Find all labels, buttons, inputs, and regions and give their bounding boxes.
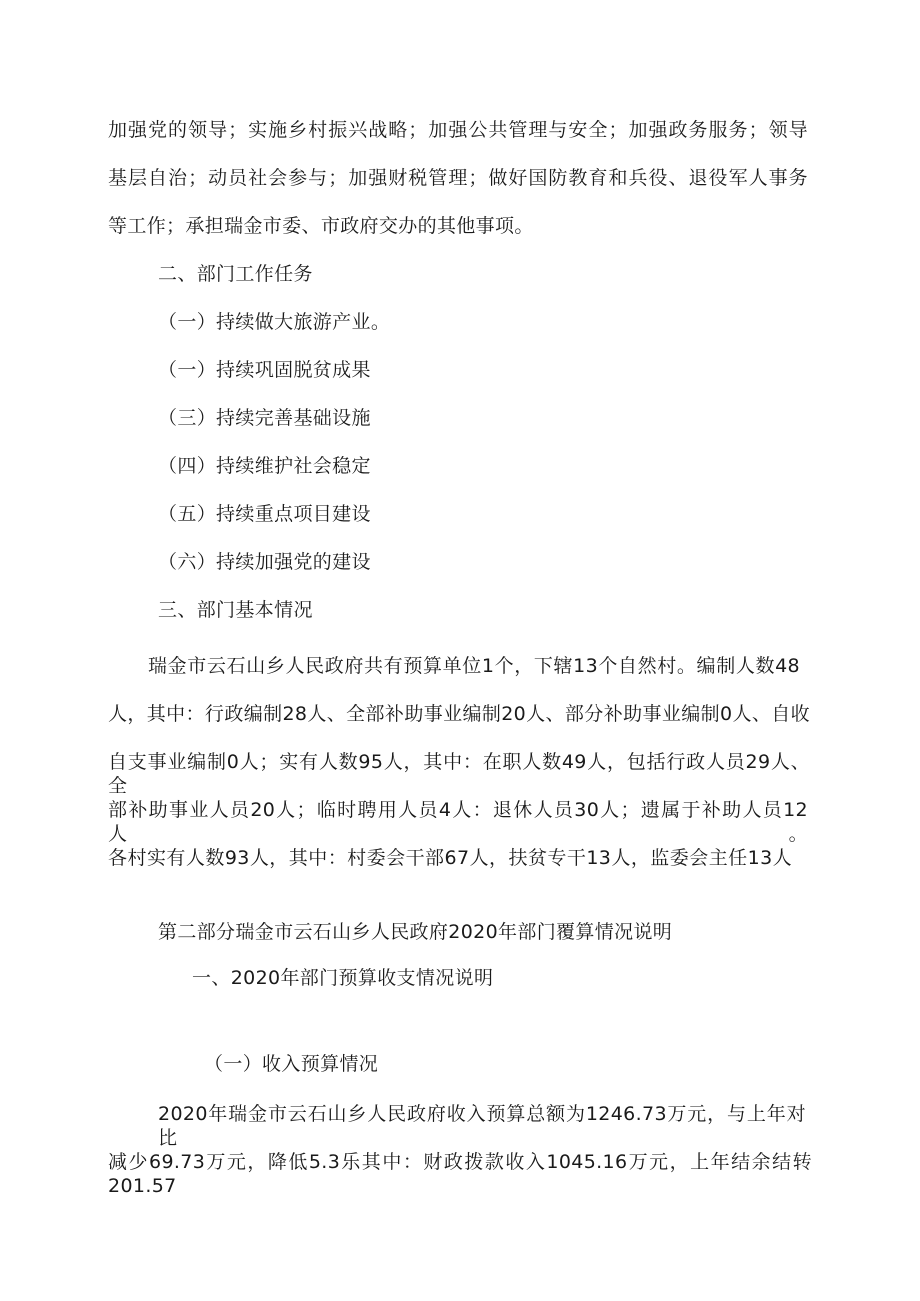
task-item: （一）持续做大旅游产业。 [158,311,391,333]
para3-line-3: 自支事业编制0人；实有人数95人，其中：在职人数49人，包括行政人员29人、全 [108,751,810,797]
income-budget-heading: （一）收入预算情况 [204,1053,379,1075]
task-item: （五）持续重点项目建设 [158,503,371,525]
para3-line-4: 部补助事业人员20人；临时聘用人员4人：退休人员30人；遗属于补助人员12人。 [108,799,808,845]
para1-line-3: 等工作；承担瑞金市委、市政府交办的其他事项。 [108,215,534,237]
para3-line-1: 瑞金市云石山乡人民政府共有预算单位1个，下辖13个自然村。编制人数48 [148,655,800,677]
section-heading-work-tasks: 二、部门工作任务 [158,263,313,285]
task-item: （三）持续完善基础设施 [158,407,371,429]
part2-heading: 第二部分瑞金市云石山乡人民政府2020年部门覆算情况说明 [158,921,673,943]
task-item: （一）持续巩固脱贫成果 [158,359,371,381]
task-item: （四）持续维护社会稳定 [158,455,371,477]
para4-line-1: 2020年瑞金市云石山乡人民政府收入预算总额为1246.73万元，与上年对比 [158,1103,806,1149]
part2-subheading: 一、2020年部门预算收支情况说明 [192,967,494,989]
para3-line-5: 各村实有人数93人，其中：村委会干部67人，扶贫专干13人，监委会主任13人 [108,847,792,869]
section-heading-basic-info: 三、部门基本情况 [158,599,313,621]
para1-line-2: 基层自治；动员社会参与；加强财税管理；做好国防教育和兵役、退役军人事务 [108,167,808,189]
para4-line-2: 减少69.73万元，降低5.3乐其中：财政拨款收入1045.16万元，上年结余结转201.57 [108,1151,812,1197]
task-item: （六）持续加强党的建设 [158,551,371,573]
para1-line-1: 加强党的领导；实施乡村振兴战略；加强公共管理与安全；加强政务服务；领导 [108,119,808,141]
para3-line-2: 人，其中：行政编制28人、全部补助事业编制20人、部分补助事业编制0人、自收 [108,703,810,725]
